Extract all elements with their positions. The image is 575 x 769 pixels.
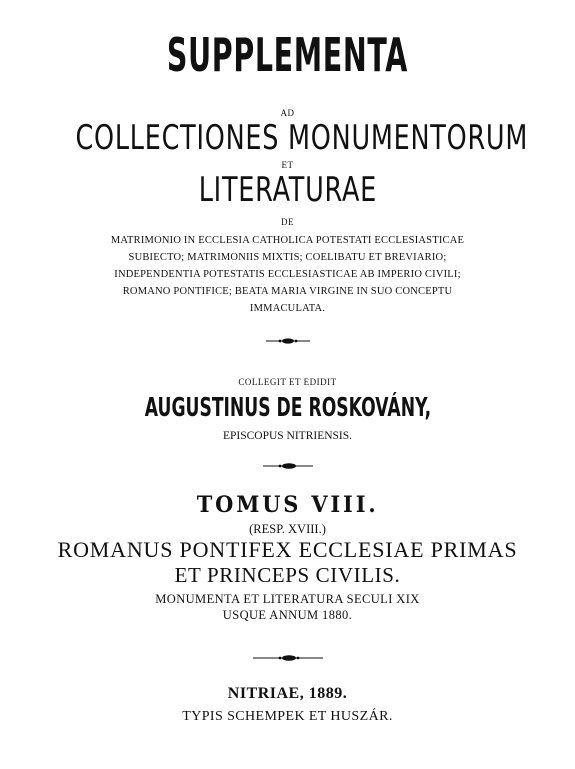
et-label: ET <box>281 160 294 170</box>
imprint-place-year: NITRIAE, 1889. <box>227 685 348 702</box>
ornament-divider <box>0 462 575 470</box>
monumenta-line-1: MONUMENTA ET LITERATURA SECULI XIX <box>155 592 420 606</box>
monumenta-line-2: USQUE ANNUM 1880. <box>222 608 353 622</box>
book-title: SUPPLEMENTA <box>166 28 409 82</box>
volume-heading: TOMUS VIII. <box>196 492 379 518</box>
subject-line: MATRIMONIO IN ECCLESIA CATHOLICA POTESTATI ECCLESIASTICAE <box>110 235 465 246</box>
de-label: DE <box>281 217 294 227</box>
resp-label: (RESP. XVIII.) <box>249 522 326 536</box>
subject-line: INDEPENDENTIA POTESTATIS ECCLESIASTICAE AB IMPERIO CIVILI; <box>114 269 461 280</box>
volume-subtitle-2: ET PRINCEPS CIVILIS. <box>174 563 401 587</box>
author-title: EPISCOPUS NITRIENSIS. <box>222 430 353 442</box>
imprint-printer: TYPIS SCHEMPEK ET HUSZÁR. <box>182 709 393 724</box>
subject-line: IMMACULATA. <box>249 303 326 314</box>
collectiones-heading: COLLECTIONES MONUMENTORUM <box>75 118 529 158</box>
ornament-divider <box>0 654 575 662</box>
subject-line: SUBIECTO; MATRIMONIIS MIXTIS; COELIBATU ET BREVIARIO; <box>128 252 447 263</box>
ornament-divider <box>0 337 575 345</box>
ad-label: AD <box>280 108 295 118</box>
collegit-label: COLLEGIT ET EDIDIT <box>238 377 337 387</box>
literaturae-heading: LITERATURAE <box>198 170 377 210</box>
author-name: AUGUSTINUS DE ROSKOVÁNY, <box>144 393 431 423</box>
volume-subtitle-1: ROMANUS PONTIFEX ECCLESIAE PRIMAS <box>57 537 518 562</box>
subject-line: ROMANO PONTIFICE; BEATA MARIA VIRGINE IN SUO CONCEPTU <box>122 286 453 297</box>
